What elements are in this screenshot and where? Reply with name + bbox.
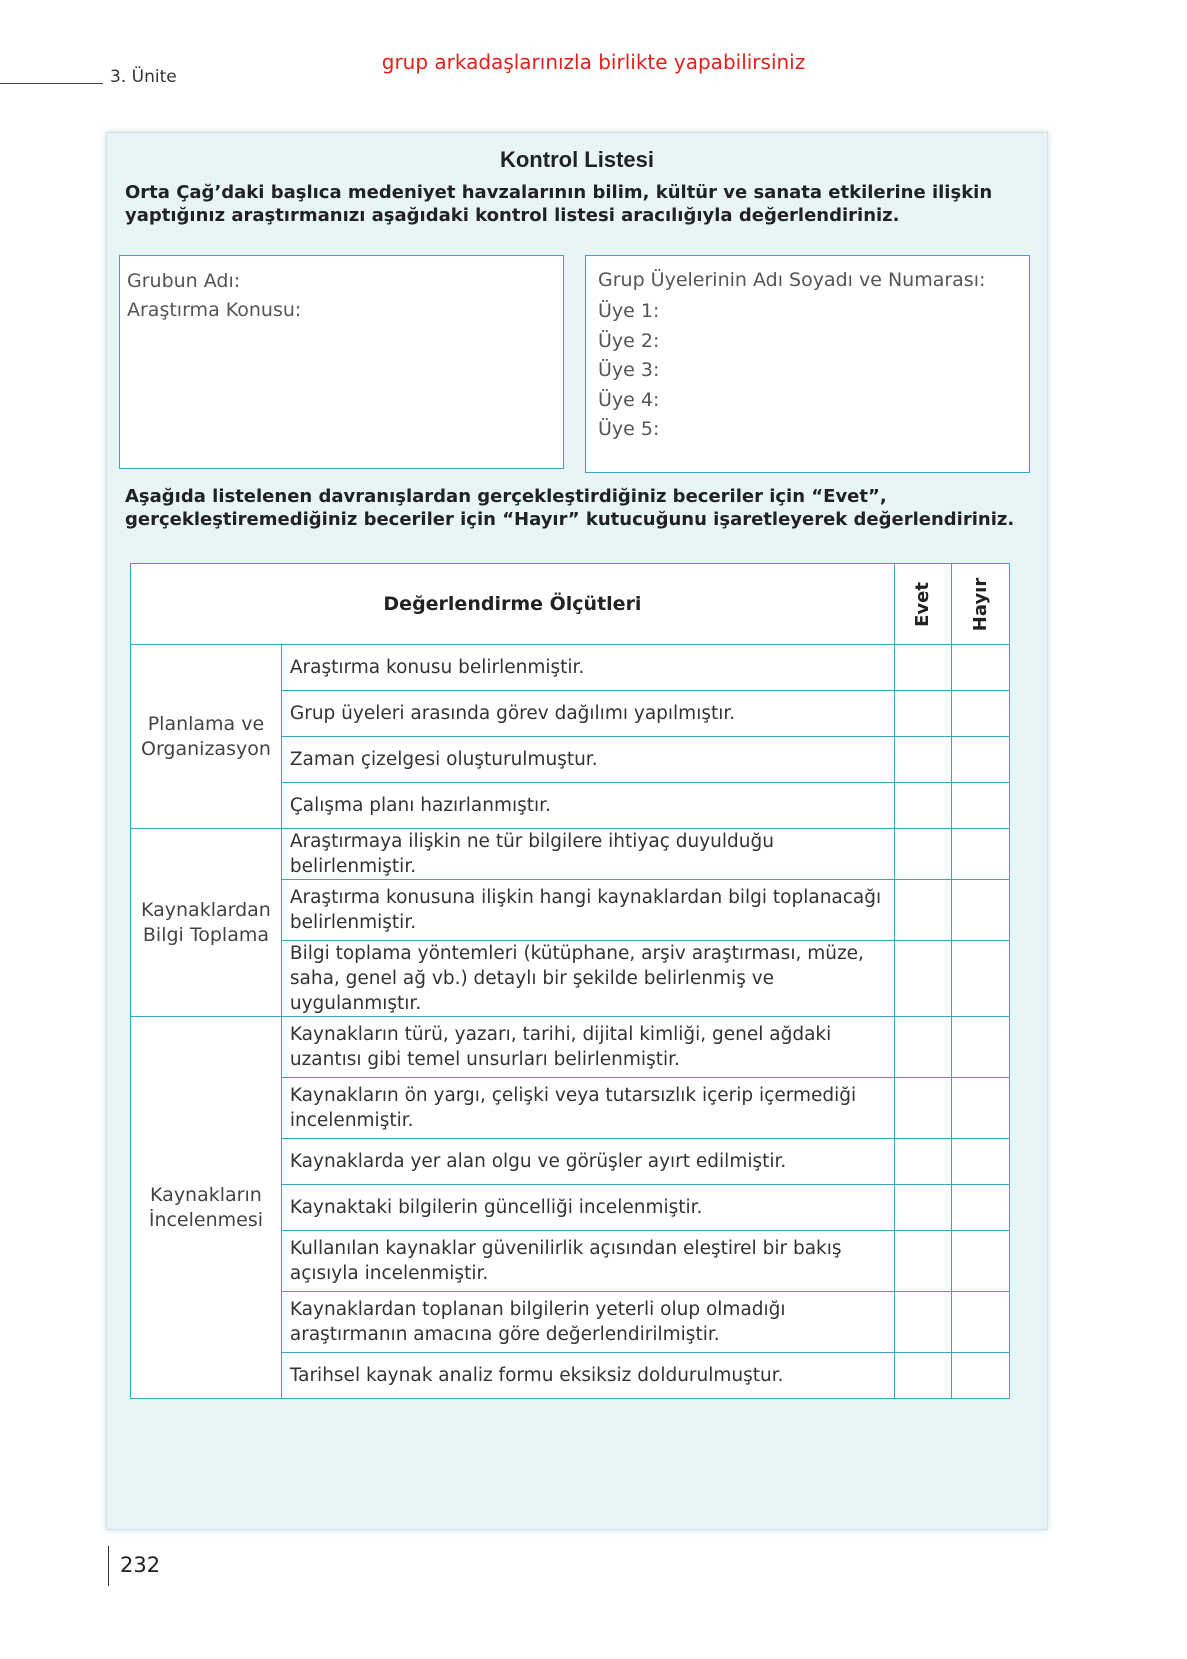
table-header-row bbox=[131, 564, 1010, 645]
category-planning: Planlama ve Organizasyon bbox=[131, 645, 282, 829]
panel-title: Kontrol Listesi bbox=[499, 147, 654, 172]
yes-checkbox[interactable] bbox=[894, 829, 951, 880]
criterion-text: Araştırma konusu belirlenmiştir. bbox=[281, 645, 894, 691]
member-label: Üye 3: bbox=[598, 359, 660, 381]
instructions-text: Aşağıda listelenen davranışlardan gerçekleştirdiğiniz beceriler için “Evet”, gerçekleştiremediğiniz beceriler için “Hayır” kutucuğunu işaretleyerek değerlendiriniz. bbox=[125, 486, 1015, 530]
yes-checkbox[interactable] bbox=[894, 645, 951, 691]
group-info-box[interactable] bbox=[119, 255, 564, 469]
group-name-label: Grubun Adı: bbox=[127, 270, 241, 292]
criterion-text: Tarihsel kaynak analiz formu eksiksiz doldurulmuştur. bbox=[281, 1353, 894, 1399]
criterion-text: Bilgi toplama yöntemleri (kütüphane, arşiv araştırması, müze, saha, genel ağ vb.) detaylı bir şekilde belirlenmiş ve uygulanmıştır. bbox=[281, 941, 894, 1017]
no-checkbox[interactable] bbox=[951, 1185, 1009, 1231]
yes-checkbox[interactable] bbox=[894, 783, 951, 829]
criterion-text: Araştırma konusuna ilişkin hangi kaynaklardan bilgi toplanacağı belirlenmiştir. bbox=[281, 880, 894, 941]
no-checkbox[interactable] bbox=[951, 783, 1009, 829]
no-checkbox[interactable] bbox=[951, 1139, 1009, 1185]
member-label: Üye 5: bbox=[598, 418, 660, 440]
yes-checkbox[interactable] bbox=[894, 1139, 951, 1185]
criterion-text: Kaynaklardan toplanan bilgilerin yeterli olup olmadığı araştırmanın amacına göre değerlendirilmiştir. bbox=[281, 1292, 894, 1353]
yes-checkbox[interactable] bbox=[894, 1078, 951, 1139]
checklist-table bbox=[130, 563, 1010, 1399]
header-rule bbox=[0, 83, 103, 84]
criterion-text: Çalışma planı hazırlanmıştır. bbox=[281, 783, 894, 829]
category-information-gathering: Kaynaklardan Bilgi Toplama bbox=[131, 829, 282, 1017]
table-row bbox=[131, 829, 1010, 880]
no-column-header bbox=[951, 564, 1009, 645]
category-source-analysis: Kaynakların İncelenmesi bbox=[131, 1017, 282, 1399]
no-checkbox[interactable] bbox=[951, 1231, 1009, 1292]
criterion-text: Kaynakların türü, yazarı, tarihi, dijital kimliği, genel ağdaki uzantısı gibi temel unsurları belirlenmiştir. bbox=[281, 1017, 894, 1078]
intro-text: Orta Çağ’daki başlıca medeniyet havzalarının bilim, kültür ve sanata etkilerine ilişkin yaptığınız araştırmanızı aşağıdaki kontrol listesi aracılığıyla değerlendiriniz. bbox=[125, 182, 993, 226]
checklist-panel bbox=[106, 132, 1048, 1530]
yes-checkbox[interactable] bbox=[894, 1185, 951, 1231]
page-number: 232 bbox=[120, 1553, 161, 1577]
member-label: Üye 2: bbox=[598, 330, 660, 352]
yes-checkbox[interactable] bbox=[894, 880, 951, 941]
no-checkbox[interactable] bbox=[951, 737, 1009, 783]
criterion-text: Araştırmaya ilişkin ne tür bilgilere ihtiyaç duyulduğu belirlenmiştir. bbox=[281, 829, 894, 880]
members-heading: Grup Üyelerinin Adı Soyadı ve Numarası: bbox=[598, 269, 986, 291]
table-row bbox=[131, 645, 1010, 691]
yes-checkbox[interactable] bbox=[894, 691, 951, 737]
yes-label: Evet bbox=[912, 581, 934, 627]
members-box[interactable] bbox=[585, 255, 1030, 473]
page-number-rule bbox=[108, 1546, 109, 1586]
yes-checkbox[interactable] bbox=[894, 737, 951, 783]
criterion-text: Zaman çizelgesi oluşturulmuştur. bbox=[281, 737, 894, 783]
criterion-text: Grup üyeleri arasında görev dağılımı yapılmıştır. bbox=[281, 691, 894, 737]
group-work-note: grup arkadaşlarınızla birlikte yapabilirsiniz bbox=[381, 50, 806, 74]
no-checkbox[interactable] bbox=[951, 691, 1009, 737]
no-checkbox[interactable] bbox=[951, 941, 1009, 1017]
no-checkbox[interactable] bbox=[951, 1017, 1009, 1078]
no-checkbox[interactable] bbox=[951, 1078, 1009, 1139]
yes-checkbox[interactable] bbox=[894, 1231, 951, 1292]
yes-checkbox[interactable] bbox=[894, 1017, 951, 1078]
yes-checkbox[interactable] bbox=[894, 1353, 951, 1399]
no-checkbox[interactable] bbox=[951, 1292, 1009, 1353]
member-label: Üye 4: bbox=[598, 389, 660, 411]
yes-checkbox[interactable] bbox=[894, 1292, 951, 1353]
criterion-text: Kaynaktaki bilgilerin güncelliği incelenmiştir. bbox=[281, 1185, 894, 1231]
yes-checkbox[interactable] bbox=[894, 941, 951, 1017]
no-label: Hayır bbox=[969, 577, 991, 631]
no-checkbox[interactable] bbox=[951, 880, 1009, 941]
member-label: Üye 1: bbox=[598, 300, 660, 322]
no-checkbox[interactable] bbox=[951, 829, 1009, 880]
research-topic-label: Araştırma Konusu: bbox=[127, 299, 302, 321]
criteria-header: Değerlendirme Ölçütleri bbox=[131, 564, 895, 645]
criterion-text: Kaynakların ön yargı, çelişki veya tutarsızlık içerip içermediği incelenmiştir. bbox=[281, 1078, 894, 1139]
unit-label: 3. Ünite bbox=[110, 67, 177, 87]
criterion-text: Kullanılan kaynaklar güvenilirlik açısından eleştirel bir bakış açısıyla incelenmiştir. bbox=[281, 1231, 894, 1292]
no-checkbox[interactable] bbox=[951, 645, 1009, 691]
table-row bbox=[131, 1017, 1010, 1078]
yes-column-header bbox=[894, 564, 951, 645]
no-checkbox[interactable] bbox=[951, 1353, 1009, 1399]
criterion-text: Kaynaklarda yer alan olgu ve görüşler ayırt edilmiştir. bbox=[281, 1139, 894, 1185]
